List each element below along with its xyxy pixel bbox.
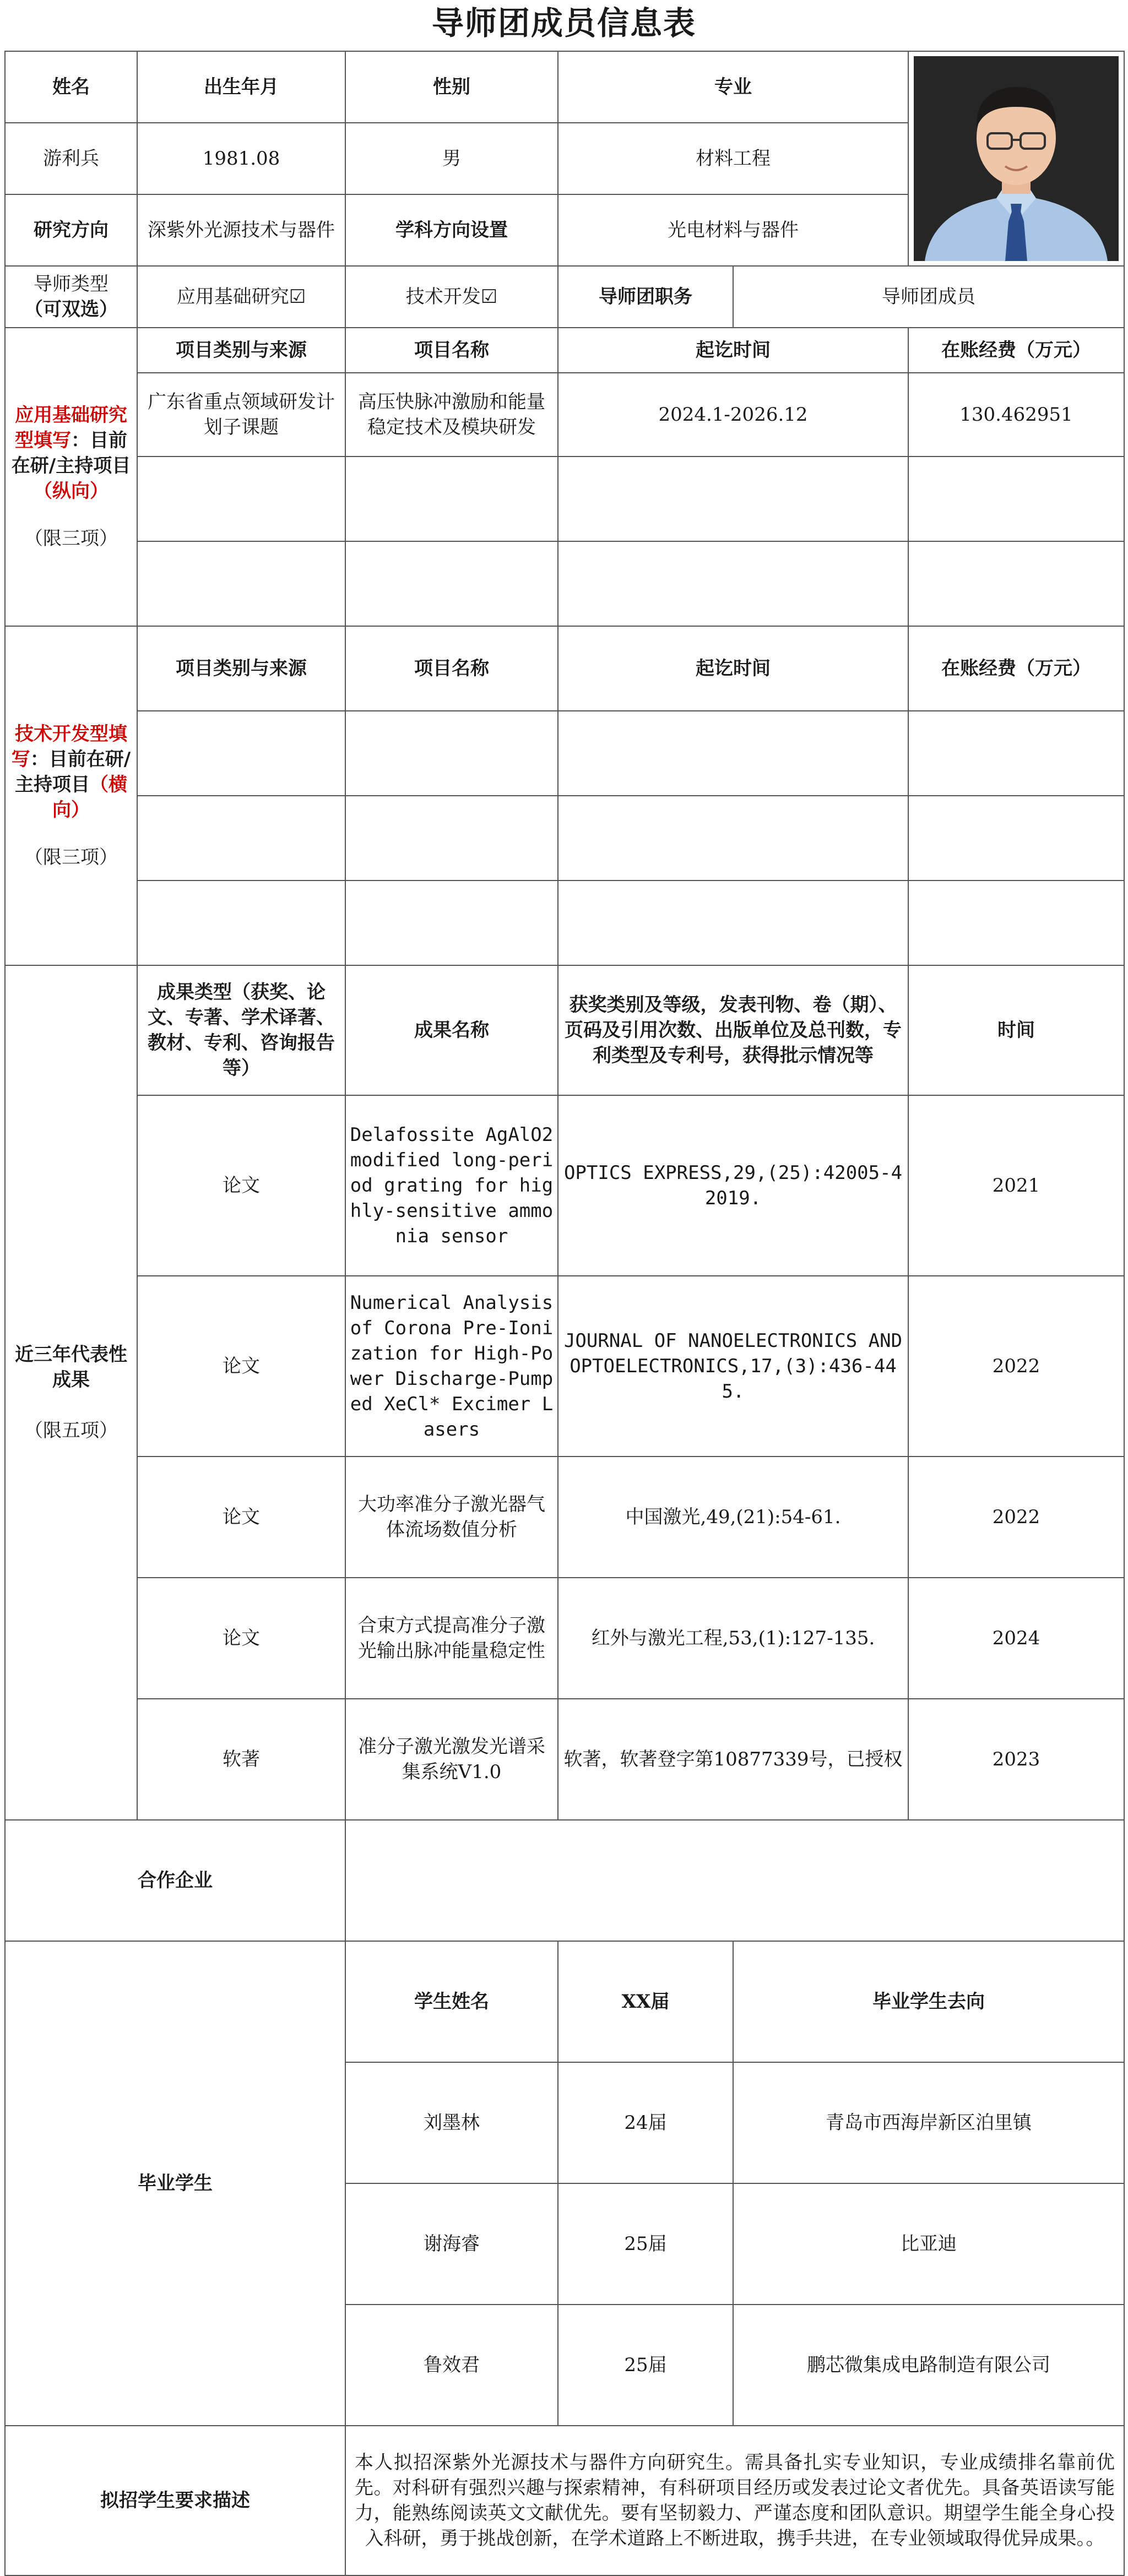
name-label: 姓名 bbox=[5, 51, 137, 123]
portrait-svg bbox=[914, 56, 1119, 261]
graduate2-year: 25届 bbox=[558, 2183, 733, 2305]
page-title: 导师团成员信息表 bbox=[431, 4, 696, 42]
achievement3-time: 2022 bbox=[908, 1457, 1124, 1578]
applied-row2-name bbox=[345, 456, 558, 541]
achievement4-name: 合束方式提高准分子激光输出脉冲能量稳定性 bbox=[345, 1578, 558, 1699]
tech-header-row bbox=[5, 626, 1124, 711]
photo-cell bbox=[908, 51, 1124, 266]
graduate1-name: 刘墨林 bbox=[345, 2062, 558, 2183]
applied-row2-funds bbox=[908, 456, 1124, 541]
applied-label-red: 应用基础研究型填写 bbox=[15, 404, 127, 452]
achievement5-type: 软著 bbox=[137, 1699, 345, 1820]
applied-label-colon: ： bbox=[71, 430, 90, 452]
tech-row3-period bbox=[558, 881, 908, 965]
applied-row3-funds bbox=[908, 541, 1124, 626]
table-row bbox=[5, 1578, 1124, 1699]
tech-col-period: 起讫时间 bbox=[558, 626, 908, 711]
tech-col-funds: 在账经费（万元） bbox=[908, 626, 1124, 711]
name-value: 游利兵 bbox=[5, 123, 137, 194]
tutor-type-option-applied: 应用基础研究☑ bbox=[137, 266, 345, 328]
tech-section-label bbox=[5, 626, 137, 965]
requirements-label: 拟招学生要求描述 bbox=[5, 2426, 345, 2575]
research-value: 深紫外光源技术与器件 bbox=[137, 194, 345, 266]
table-row bbox=[5, 1095, 1124, 1276]
major-label: 专业 bbox=[558, 51, 908, 123]
applied-label-paren: （纵向） bbox=[34, 480, 109, 502]
applied-col-period: 起讫时间 bbox=[558, 328, 908, 373]
tech-row2-period bbox=[558, 796, 908, 881]
tech-row3-name bbox=[345, 881, 558, 965]
tutor-type-label-line2: （可双选） bbox=[24, 298, 118, 320]
achievement2-time: 2022 bbox=[908, 1276, 1124, 1457]
applied-limit: （限三项） bbox=[24, 528, 118, 550]
achievement1-time: 2021 bbox=[908, 1095, 1124, 1276]
applied-label-black: 目前在研/主持项目 bbox=[11, 430, 131, 477]
research-label: 研究方向 bbox=[5, 194, 137, 266]
achievements-col-detail: 获奖类别及等级，发表刊物、卷（期）、页码及引用次数、出版单位及总刊数，专利类型及专利号，获得批示情况等 bbox=[558, 965, 908, 1095]
applied-row1-source: 广东省重点领域研发计划子课题 bbox=[137, 373, 345, 456]
applied-row3-period bbox=[558, 541, 908, 626]
discipline-label: 学科方向设置 bbox=[345, 194, 558, 266]
role-value: 导师团成员 bbox=[733, 266, 1124, 328]
graduates-label: 毕业学生 bbox=[5, 1941, 345, 2426]
applied-row2-period bbox=[558, 456, 908, 541]
gender-label: 性别 bbox=[345, 51, 558, 123]
table-row bbox=[5, 796, 1124, 881]
graduate1-destination: 青岛市西海岸新区泊里镇 bbox=[733, 2062, 1124, 2183]
tech-col-name: 项目名称 bbox=[345, 626, 558, 711]
applied-col-source: 项目类别与来源 bbox=[137, 328, 345, 373]
table-row bbox=[5, 1276, 1124, 1457]
tech-row2-name bbox=[345, 796, 558, 881]
achievement3-detail: 中国激光,49,(21):54-61. bbox=[558, 1457, 908, 1578]
tech-row2-source bbox=[137, 796, 345, 881]
cooperation-row bbox=[5, 1820, 1124, 1941]
achievements-col-time: 时间 bbox=[908, 965, 1124, 1095]
table-row bbox=[5, 711, 1124, 796]
tech-label-paren: （横向） bbox=[52, 774, 127, 821]
tutor-type-label bbox=[5, 266, 137, 328]
tech-limit: （限三项） bbox=[24, 846, 118, 868]
applied-row1-funds: 130.462951 bbox=[908, 373, 1124, 456]
graduate3-destination: 鹏芯微集成电路制造有限公司 bbox=[733, 2305, 1124, 2426]
achievement3-type: 论文 bbox=[137, 1457, 345, 1578]
role-label: 导师团职务 bbox=[558, 266, 733, 328]
birth-label: 出生年月 bbox=[137, 51, 345, 123]
tutor-type-option-tech: 技术开发☑ bbox=[345, 266, 558, 328]
achievement2-type: 论文 bbox=[137, 1276, 345, 1457]
graduates-col-name: 学生姓名 bbox=[345, 1941, 558, 2062]
tech-row2-funds bbox=[908, 796, 1124, 881]
achievement2-name: Numerical Analysis of Corona Pre-Ionization for High-Power Discharge-Pumped XeCl* Excimer Lasers bbox=[345, 1276, 558, 1457]
achievement4-type: 论文 bbox=[137, 1578, 345, 1699]
applied-col-name: 项目名称 bbox=[345, 328, 558, 373]
tech-row1-period bbox=[558, 711, 908, 796]
achievements-col-name: 成果名称 bbox=[345, 965, 558, 1095]
applied-row1-period: 2024.1-2026.12 bbox=[558, 373, 908, 456]
tech-label-black: 目前在研/主持项目 bbox=[15, 748, 131, 796]
gender-value: 男 bbox=[345, 123, 558, 194]
applied-section-label bbox=[5, 328, 137, 626]
basic-header-row bbox=[5, 51, 1124, 123]
tech-label-colon: ： bbox=[30, 748, 49, 770]
achievement5-detail: 软著，软著登字第10877339号，已授权 bbox=[558, 1699, 908, 1820]
table-row bbox=[5, 881, 1124, 965]
graduate2-destination: 比亚迪 bbox=[733, 2183, 1124, 2305]
achievements-limit: （限五项） bbox=[24, 1420, 118, 1442]
achievements-col-type: 成果类型（获奖、论文、专著、学术译著、教材、专利、咨询报告等） bbox=[137, 965, 345, 1095]
tutor-type-row bbox=[5, 266, 1124, 328]
graduate1-year: 24届 bbox=[558, 2062, 733, 2183]
graduate2-name: 谢海睿 bbox=[345, 2183, 558, 2305]
applied-col-funds: 在账经费（万元） bbox=[908, 328, 1124, 373]
tutor-type-label-line1: 导师类型 bbox=[34, 273, 109, 295]
info-table bbox=[4, 51, 1125, 2576]
graduates-col-year: XX届 bbox=[558, 1941, 733, 2062]
table-row bbox=[5, 1457, 1124, 1578]
tech-row3-source bbox=[137, 881, 345, 965]
applied-row3-name bbox=[345, 541, 558, 626]
tech-row1-source bbox=[137, 711, 345, 796]
table-row bbox=[5, 541, 1124, 626]
achievement5-time: 2023 bbox=[908, 1699, 1124, 1820]
achievements-label: 近三年代表性成果 bbox=[15, 1344, 127, 1391]
achievements-header-row bbox=[5, 965, 1124, 1095]
portrait-photo-icon bbox=[914, 56, 1119, 261]
applied-row3-source bbox=[137, 541, 345, 626]
achievement1-type: 论文 bbox=[137, 1095, 345, 1276]
table-row bbox=[5, 1699, 1124, 1820]
graduates-col-destination: 毕业学生去向 bbox=[733, 1941, 1124, 2062]
tech-col-source: 项目类别与来源 bbox=[137, 626, 345, 711]
cooperation-label: 合作企业 bbox=[5, 1820, 345, 1941]
graduates-header-row bbox=[5, 1941, 1124, 2062]
requirements-text: 本人拟招深紫外光源技术与器件方向研究生。需具备扎实专业知识，专业成绩排名靠前优先。对科研有强烈兴趣与探索精神，有科研项目经历或发表过论文者优先。具备英语读写能力，能熟练阅读英文文献优先。要有坚韧毅力、严谨态度和团队意识。期望学生能全身心投入科研，勇于挑战创新，在学术道路上不断进取，携手共进，在专业领域取得优异成果。。 bbox=[345, 2426, 1124, 2575]
requirements-row bbox=[5, 2426, 1124, 2575]
achievement3-name: 大功率准分子激光器气体流场数值分析 bbox=[345, 1457, 558, 1578]
tech-row3-funds bbox=[908, 881, 1124, 965]
cooperation-value bbox=[345, 1820, 1124, 1941]
tech-row1-name bbox=[345, 711, 558, 796]
major-value: 材料工程 bbox=[558, 123, 908, 194]
birth-value: 1981.08 bbox=[137, 123, 345, 194]
discipline-value: 光电材料与器件 bbox=[558, 194, 908, 266]
table-row bbox=[5, 373, 1124, 456]
applied-row1-name: 高压快脉冲激励和能量稳定技术及模块研发 bbox=[345, 373, 558, 456]
tech-row1-funds bbox=[908, 711, 1124, 796]
achievement2-detail: JOURNAL OF NANOELECTRONICS AND OPTOELECTRONICS,17,(3):436-445. bbox=[558, 1276, 908, 1457]
applied-row2-source bbox=[137, 456, 345, 541]
graduate3-name: 鲁效君 bbox=[345, 2305, 558, 2426]
graduate3-year: 25届 bbox=[558, 2305, 733, 2426]
achievement1-detail: OPTICS EXPRESS,29,(25):42005-42019. bbox=[558, 1095, 908, 1276]
achievement5-name: 准分子激光激发光谱采集系统V1.0 bbox=[345, 1699, 558, 1820]
applied-header-row bbox=[5, 328, 1124, 373]
achievement1-name: Delafossite AgAlO2 modified long-period grating for highly-sensitive ammonia sensor bbox=[345, 1095, 558, 1276]
achievement4-time: 2024 bbox=[908, 1578, 1124, 1699]
table-row bbox=[5, 456, 1124, 541]
tech-label-red: 技术开发型填写 bbox=[11, 723, 127, 770]
achievement4-detail: 红外与激光工程,53,(1):127-135. bbox=[558, 1578, 908, 1699]
achievements-section-label bbox=[5, 965, 137, 1820]
